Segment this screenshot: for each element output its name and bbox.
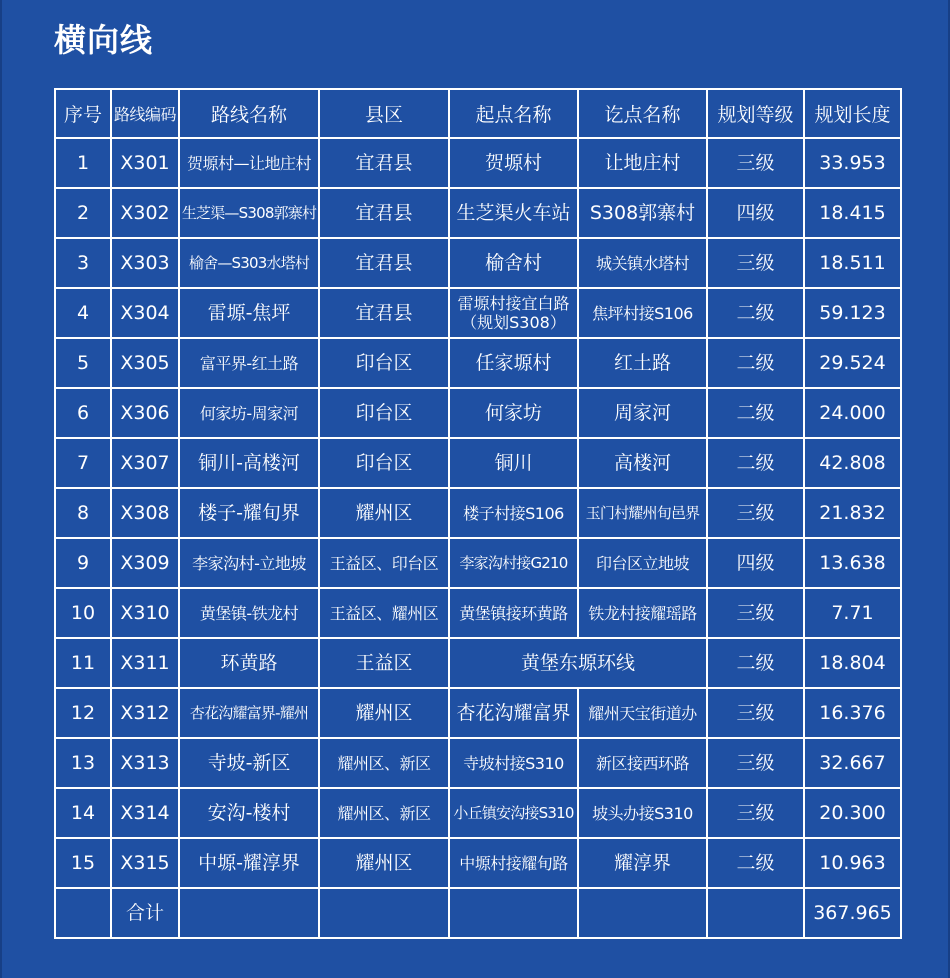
cell-length: 13.638 bbox=[804, 538, 901, 588]
cell-start: 楼子村接S106 bbox=[449, 488, 578, 538]
cell-length: 10.963 bbox=[804, 838, 901, 888]
cell-start: 寺坡村接S310 bbox=[449, 738, 578, 788]
table-row bbox=[55, 488, 901, 538]
table-row bbox=[55, 288, 901, 338]
cell-name: 安沟-楼村 bbox=[179, 788, 319, 838]
cell-county: 耀州区 bbox=[319, 838, 449, 888]
cell-length: 7.71 bbox=[804, 588, 901, 638]
header-county: 县区 bbox=[319, 89, 449, 138]
cell-name: 榆舍—S303水塔村 bbox=[179, 238, 319, 288]
cell-grade: 二级 bbox=[707, 338, 804, 388]
cell-start bbox=[449, 888, 578, 938]
cell-end: 耀淳界 bbox=[578, 838, 707, 888]
cell-length: 32.667 bbox=[804, 738, 901, 788]
header-no: 序号 bbox=[55, 89, 111, 138]
cell-start: 小丘镇安沟接S310 bbox=[449, 788, 578, 838]
table-row bbox=[55, 388, 901, 438]
header-start: 起点名称 bbox=[449, 89, 578, 138]
cell-no: 6 bbox=[55, 388, 111, 438]
cell-length: 20.300 bbox=[804, 788, 901, 838]
header-end: 讫点名称 bbox=[578, 89, 707, 138]
cell-end bbox=[578, 888, 707, 938]
cell-length: 33.953 bbox=[804, 138, 901, 188]
cell-length: 18.415 bbox=[804, 188, 901, 238]
cell-county: 宜君县 bbox=[319, 288, 449, 338]
table-row bbox=[55, 338, 901, 388]
cell-name: 贺塬村—让地庄村 bbox=[179, 138, 319, 188]
cell-end: 红土路 bbox=[578, 338, 707, 388]
cell-grade: 二级 bbox=[707, 838, 804, 888]
cell-code: X308 bbox=[111, 488, 179, 538]
cell-name: 何家坊-周家河 bbox=[179, 388, 319, 438]
cell-length: 16.376 bbox=[804, 688, 901, 738]
cell-grade: 三级 bbox=[707, 238, 804, 288]
cell-start: 贺塬村 bbox=[449, 138, 578, 188]
cell-length: 59.123 bbox=[804, 288, 901, 338]
cell-no: 11 bbox=[55, 638, 111, 688]
cell-start: 榆舍村 bbox=[449, 238, 578, 288]
cell-county: 宜君县 bbox=[319, 188, 449, 238]
table-row bbox=[55, 238, 901, 288]
cell-code: X314 bbox=[111, 788, 179, 838]
cell-name: 富平界-红土路 bbox=[179, 338, 319, 388]
cell-grade: 三级 bbox=[707, 788, 804, 838]
cell-start: 铜川 bbox=[449, 438, 578, 488]
cell-no: 15 bbox=[55, 838, 111, 888]
cell-name: 李家沟村-立地坡 bbox=[179, 538, 319, 588]
cell-name: 环黄路 bbox=[179, 638, 319, 688]
table-row bbox=[55, 788, 901, 838]
cell-name: 寺坡-新区 bbox=[179, 738, 319, 788]
table-row bbox=[55, 738, 901, 788]
cell-code: X311 bbox=[111, 638, 179, 688]
table-row bbox=[55, 588, 901, 638]
cell-code: X303 bbox=[111, 238, 179, 288]
cell-end: 周家河 bbox=[578, 388, 707, 438]
cell-no: 1 bbox=[55, 138, 111, 188]
cell-length: 21.832 bbox=[804, 488, 901, 538]
cell-length: 24.000 bbox=[804, 388, 901, 438]
cell-start: 中塬村接耀旬路 bbox=[449, 838, 578, 888]
cell-no: 13 bbox=[55, 738, 111, 788]
cell-name: 铜川-高楼河 bbox=[179, 438, 319, 488]
cell-no: 5 bbox=[55, 338, 111, 388]
cell-name: 生芝渠—S308郭寨村 bbox=[179, 188, 319, 238]
cell-end: 玉门村耀州旬邑界 bbox=[578, 488, 707, 538]
cell-end: 让地庄村 bbox=[578, 138, 707, 188]
cell-end: S308郭寨村 bbox=[578, 188, 707, 238]
cell-start: 生芝渠火车站 bbox=[449, 188, 578, 238]
table-row bbox=[55, 688, 901, 738]
table-row bbox=[55, 838, 901, 888]
table-row bbox=[55, 638, 901, 688]
table-row bbox=[55, 538, 901, 588]
cell-code: X305 bbox=[111, 338, 179, 388]
route-table bbox=[54, 88, 902, 939]
cell-name: 楼子-耀旬界 bbox=[179, 488, 319, 538]
page-title: 横向线 bbox=[54, 21, 154, 59]
cell-name bbox=[179, 888, 319, 938]
cell-no bbox=[55, 888, 111, 938]
cell-grade: 三级 bbox=[707, 738, 804, 788]
cell-end: 高楼河 bbox=[578, 438, 707, 488]
cell-code: X312 bbox=[111, 688, 179, 738]
cell-end: 城关镇水塔村 bbox=[578, 238, 707, 288]
cell-end: 印台区立地坡 bbox=[578, 538, 707, 588]
cell-name: 中塬-耀淳界 bbox=[179, 838, 319, 888]
cell-county: 耀州区 bbox=[319, 488, 449, 538]
cell-grade: 三级 bbox=[707, 138, 804, 188]
cell-code: X315 bbox=[111, 838, 179, 888]
cell-grade: 三级 bbox=[707, 488, 804, 538]
cell-end: 铁龙村接耀瑶路 bbox=[578, 588, 707, 638]
cell-county: 王益区、耀州区 bbox=[319, 588, 449, 638]
cell-county: 印台区 bbox=[319, 438, 449, 488]
cell-start-end: 黄堡东塬环线 bbox=[449, 638, 707, 688]
cell-start: 李家沟村接G210 bbox=[449, 538, 578, 588]
cell-end: 坡头办接S310 bbox=[578, 788, 707, 838]
cell-grade: 三级 bbox=[707, 588, 804, 638]
header-grade: 规划等级 bbox=[707, 89, 804, 138]
cell-county: 耀州区、新区 bbox=[319, 788, 449, 838]
cell-county bbox=[319, 888, 449, 938]
table-total-row bbox=[55, 888, 901, 938]
cell-county: 宜君县 bbox=[319, 138, 449, 188]
cell-grade: 二级 bbox=[707, 438, 804, 488]
cell-county: 印台区 bbox=[319, 338, 449, 388]
cell-start: 黄堡镇接环黄路 bbox=[449, 588, 578, 638]
cell-code: X301 bbox=[111, 138, 179, 188]
table-header-row bbox=[55, 89, 901, 138]
table-row bbox=[55, 438, 901, 488]
cell-county: 王益区 bbox=[319, 638, 449, 688]
cell-no: 9 bbox=[55, 538, 111, 588]
cell-end: 耀州天宝街道办 bbox=[578, 688, 707, 738]
cell-county: 耀州区、新区 bbox=[319, 738, 449, 788]
cell-name: 杏花沟耀富界-耀州 bbox=[179, 688, 319, 738]
cell-grade: 二级 bbox=[707, 638, 804, 688]
cell-code: X306 bbox=[111, 388, 179, 438]
cell-grade: 二级 bbox=[707, 388, 804, 438]
cell-length: 29.524 bbox=[804, 338, 901, 388]
total-length: 367.965 bbox=[804, 888, 901, 938]
cell-no: 7 bbox=[55, 438, 111, 488]
cell-start: 任家塬村 bbox=[449, 338, 578, 388]
cell-code: X307 bbox=[111, 438, 179, 488]
cell-no: 4 bbox=[55, 288, 111, 338]
cell-no: 3 bbox=[55, 238, 111, 288]
cell-code: X313 bbox=[111, 738, 179, 788]
cell-start: 雷塬村接宜白路（规划S308） bbox=[449, 288, 578, 338]
header-code: 路线编码 bbox=[111, 89, 179, 138]
cell-no: 8 bbox=[55, 488, 111, 538]
cell-grade: 四级 bbox=[707, 538, 804, 588]
cell-county: 宜君县 bbox=[319, 238, 449, 288]
cell-no: 12 bbox=[55, 688, 111, 738]
total-label: 合计 bbox=[111, 888, 179, 938]
cell-length: 42.808 bbox=[804, 438, 901, 488]
cell-code: X310 bbox=[111, 588, 179, 638]
table-row bbox=[55, 138, 901, 188]
cell-code: X302 bbox=[111, 188, 179, 238]
cell-no: 2 bbox=[55, 188, 111, 238]
cell-county: 耀州区 bbox=[319, 688, 449, 738]
cell-grade bbox=[707, 888, 804, 938]
cell-end: 新区接西环路 bbox=[578, 738, 707, 788]
cell-code: X309 bbox=[111, 538, 179, 588]
cell-no: 10 bbox=[55, 588, 111, 638]
cell-grade: 二级 bbox=[707, 288, 804, 338]
cell-name: 雷塬-焦坪 bbox=[179, 288, 319, 338]
cell-no: 14 bbox=[55, 788, 111, 838]
cell-county: 王益区、印台区 bbox=[319, 538, 449, 588]
cell-name: 黄堡镇-铁龙村 bbox=[179, 588, 319, 638]
cell-end: 焦坪村接S106 bbox=[578, 288, 707, 338]
header-name: 路线名称 bbox=[179, 89, 319, 138]
cell-start: 杏花沟耀富界 bbox=[449, 688, 578, 738]
cell-start: 何家坊 bbox=[449, 388, 578, 438]
cell-length: 18.511 bbox=[804, 238, 901, 288]
header-length: 规划长度 bbox=[804, 89, 901, 138]
cell-code: X304 bbox=[111, 288, 179, 338]
cell-grade: 三级 bbox=[707, 688, 804, 738]
table-row bbox=[55, 188, 901, 238]
cell-county: 印台区 bbox=[319, 388, 449, 438]
cell-grade: 四级 bbox=[707, 188, 804, 238]
cell-length: 18.804 bbox=[804, 638, 901, 688]
